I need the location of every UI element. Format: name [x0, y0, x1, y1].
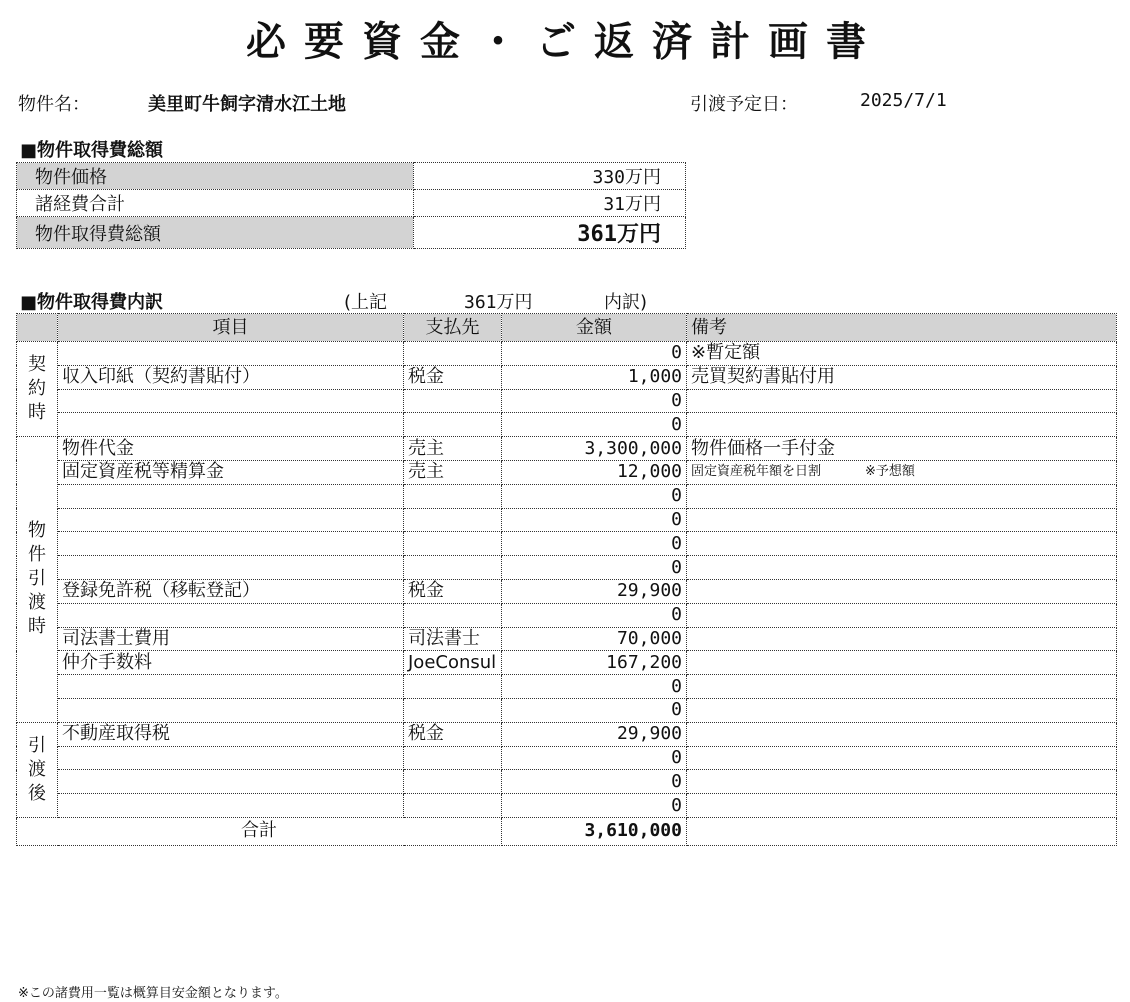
amount-cell: 3,300,000: [502, 437, 687, 461]
group-label: 契 約 時: [17, 342, 58, 437]
note-estimate: ※予想額: [865, 464, 915, 480]
summary-value: 330万円: [414, 163, 686, 190]
table-row: [17, 365, 1117, 389]
summary-total-value: 361万円: [414, 217, 686, 249]
note-cell: [687, 579, 1117, 603]
note-cell: [687, 484, 1117, 508]
amount-cell: 0: [502, 484, 687, 508]
note-cell: 物件価格一手付金: [687, 437, 1117, 461]
note-cell: [687, 556, 1117, 580]
payee-cell: [404, 746, 502, 770]
header-note: 備考: [687, 314, 1117, 342]
note-text: 固定資産税年額を日割: [691, 464, 822, 480]
note-cell: [687, 413, 1117, 437]
note-cell: 売買契約書貼付用: [687, 365, 1117, 389]
delivery-date: 2025/7/1: [860, 90, 947, 111]
item-cell: [58, 508, 404, 532]
table-row: [17, 508, 1117, 532]
table-row: [17, 722, 1117, 746]
note-cell: [687, 794, 1117, 818]
item-cell: 登録免許税（移転登記）: [58, 579, 404, 603]
item-cell: [58, 675, 404, 699]
amount-cell: 0: [502, 342, 687, 366]
amount-cell: 0: [502, 770, 687, 794]
payee-cell: 税金: [404, 365, 502, 389]
amount-cell: 0: [502, 556, 687, 580]
item-cell: 仲介手数料: [58, 651, 404, 675]
amount-cell: 0: [502, 532, 687, 556]
summary-heading: ■物件取得費総額: [20, 140, 164, 161]
payee-cell: [404, 675, 502, 699]
amount-cell: 0: [502, 698, 687, 722]
note-cell: [687, 389, 1117, 413]
header-group-cell: [17, 314, 58, 342]
payee-cell: [404, 413, 502, 437]
item-cell: [58, 698, 404, 722]
summary-label: 諸経費合計: [17, 190, 414, 217]
summary-row: [17, 190, 686, 217]
note-cell: [687, 651, 1117, 675]
table-row: [17, 484, 1117, 508]
payee-cell: [404, 484, 502, 508]
header-item: 項目: [58, 314, 404, 342]
table-row: [17, 342, 1117, 366]
table-row: [17, 579, 1117, 603]
table-row: [17, 532, 1117, 556]
table-row: [17, 460, 1117, 484]
item-cell: [58, 532, 404, 556]
property-label: 物件名：: [18, 94, 90, 115]
item-cell: [58, 342, 404, 366]
document-title: 必要資金・ご返済計画書: [246, 19, 884, 65]
table-row: [17, 698, 1117, 722]
note-cell: [687, 698, 1117, 722]
table-row: [17, 437, 1117, 461]
table-row: [17, 389, 1117, 413]
summary-label: 物件価格: [17, 163, 414, 190]
item-cell: [58, 603, 404, 627]
item-cell: [58, 484, 404, 508]
property-name: 美里町牛飼字清水江土地: [148, 94, 346, 115]
amount-cell: 1,000: [502, 365, 687, 389]
summary-row: [17, 217, 686, 249]
note-cell: [687, 460, 1117, 484]
header-payee: 支払先: [404, 314, 502, 342]
note-cell: [687, 508, 1117, 532]
amount-cell: 29,900: [502, 579, 687, 603]
table-row: [17, 556, 1117, 580]
note-cell: [687, 532, 1117, 556]
payee-cell: 売主: [404, 460, 502, 484]
table-row: [17, 746, 1117, 770]
breakdown-header-row: [17, 314, 1117, 342]
payee-cell: [404, 698, 502, 722]
payee-cell: 司法書士: [404, 627, 502, 651]
item-cell: 司法書士費用: [58, 627, 404, 651]
note-cell: ※暫定額: [687, 342, 1117, 366]
item-cell: [58, 389, 404, 413]
item-cell: 固定資産税等精算金: [58, 460, 404, 484]
amount-cell: 29,900: [502, 722, 687, 746]
payee-cell: [404, 770, 502, 794]
table-row: [17, 603, 1117, 627]
item-cell: [58, 746, 404, 770]
amount-cell: 0: [502, 746, 687, 770]
summary-row: [17, 163, 686, 190]
note-cell: [687, 770, 1117, 794]
group-label: 引 渡 後: [17, 722, 58, 817]
header-amount: 金額: [502, 314, 687, 342]
payee-cell: [404, 508, 502, 532]
payee-cell: [404, 556, 502, 580]
payee-cell: [404, 603, 502, 627]
footnote: ※この諸費用一覧は概算目安金額となります。: [18, 986, 288, 1001]
item-cell: [58, 794, 404, 818]
amount-cell: 0: [502, 389, 687, 413]
amount-cell: 0: [502, 675, 687, 699]
total-note-cell: [687, 817, 1117, 845]
payee-cell: 税金: [404, 579, 502, 603]
summary-value: 31万円: [414, 190, 686, 217]
breakdown-table: [16, 313, 1117, 846]
amount-cell: 0: [502, 794, 687, 818]
note-cell: [687, 627, 1117, 651]
payee-cell: JoeConsul: [404, 651, 502, 675]
payee-cell: 税金: [404, 722, 502, 746]
delivery-label: 引渡予定日：: [690, 94, 798, 115]
breakdown-sub-close: 内訳): [604, 292, 648, 313]
amount-cell: 0: [502, 508, 687, 532]
total-amount: 3,610,000: [502, 817, 687, 845]
group-label: 物 件 引 渡 時: [17, 437, 58, 723]
item-cell: 収入印紙（契約書貼付）: [58, 365, 404, 389]
table-row: [17, 627, 1117, 651]
breakdown-heading: ■物件取得費内訳: [20, 292, 164, 313]
note-cell: [687, 722, 1117, 746]
breakdown-sub-open: (上記: [344, 292, 388, 313]
total-label: 合計: [17, 817, 502, 845]
table-row: [17, 794, 1117, 818]
summary-table: [16, 162, 686, 249]
item-cell: 物件代金: [58, 437, 404, 461]
payee-cell: [404, 389, 502, 413]
amount-cell: 0: [502, 603, 687, 627]
amount-cell: 0: [502, 413, 687, 437]
note-cell: [687, 675, 1117, 699]
note-cell: [687, 603, 1117, 627]
item-cell: [58, 770, 404, 794]
payee-cell: 売主: [404, 437, 502, 461]
breakdown-sub-amount: 361万円: [464, 292, 533, 313]
table-row: [17, 651, 1117, 675]
item-cell: [58, 556, 404, 580]
summary-label: 物件取得費総額: [17, 217, 414, 249]
payee-cell: [404, 532, 502, 556]
table-row: [17, 770, 1117, 794]
amount-cell: 70,000: [502, 627, 687, 651]
payee-cell: [404, 794, 502, 818]
total-row: [17, 817, 1117, 845]
note-cell: [687, 746, 1117, 770]
amount-cell: 167,200: [502, 651, 687, 675]
table-row: [17, 413, 1117, 437]
table-row: [17, 675, 1117, 699]
item-cell: 不動産取得税: [58, 722, 404, 746]
payee-cell: [404, 342, 502, 366]
item-cell: [58, 413, 404, 437]
amount-cell: 12,000: [502, 460, 687, 484]
